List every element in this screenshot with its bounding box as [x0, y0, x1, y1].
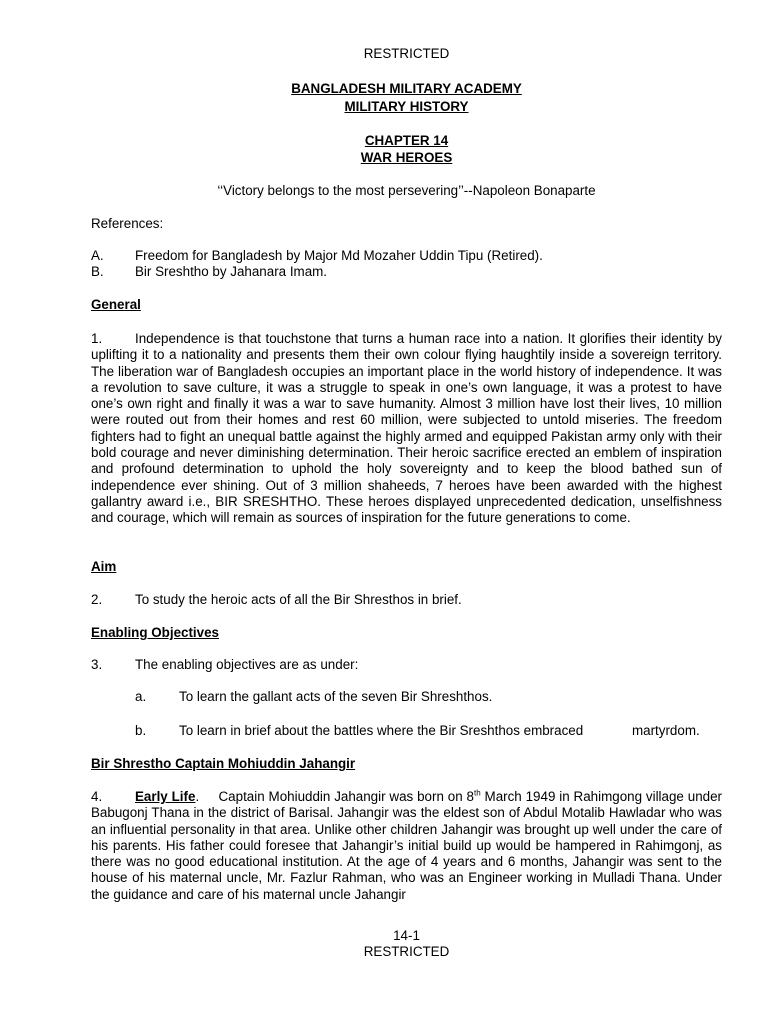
aim-paragraph — [91, 592, 462, 608]
footer-classification: RESTRICTED — [363, 944, 450, 959]
objective-text: To learn in brief about the battles where the Bir Sreshthos embraced — [179, 723, 584, 738]
objective-text: To learn the gallant acts of the seven Bir Shreshthos. — [179, 689, 493, 704]
paragraph-number: 3. — [91, 657, 103, 672]
academy-title: BANGLADESH MILITARY ACADEMY — [291, 81, 522, 96]
paragraph-number: 2. — [91, 592, 103, 607]
objectives-heading: Enabling Objectives — [91, 625, 219, 640]
ordinal-superscript: th — [474, 788, 481, 798]
header-classification: RESTRICTED — [363, 46, 450, 61]
paragraph-number: 1. — [91, 331, 103, 346]
general-heading: General — [91, 297, 141, 312]
paragraph-text: The enabling objectives are as under: — [135, 657, 359, 672]
objective-marker: a. — [135, 689, 147, 704]
reference-item — [91, 264, 327, 280]
chapter-number: CHAPTER 14 — [364, 133, 449, 148]
paragraph-lead: Captain Mohiuddin Jahangir was born on 8 — [218, 789, 474, 804]
section4-heading: Bir Shrestho Captain Mohiuddin Jahangir — [91, 756, 356, 771]
references-heading: References: — [91, 216, 164, 231]
paragraph-text: To study the heroic acts of all the Bir Shresthos in brief. — [135, 592, 462, 607]
general-paragraph — [91, 331, 722, 527]
objective-item — [135, 689, 492, 705]
reference-marker: A. — [91, 248, 104, 263]
early-life-subheading: Early Life — [135, 789, 196, 804]
objectives-paragraph — [91, 657, 358, 673]
early-life-paragraph: 4. Early Life. Captain Mohiuddin Jahangir was born on 8th March 1949 in Rahimgong village under Babugonj Thana in the district of Barisal. Jahangir was the eldest son of Abdul Motalib Hawladar who was an influential personality in that area. Unlike other children Jahangir was brought up well under the care of his parents. His father could foresee that Jahangir’s initial build up would be hampered in Rahimgonj, as there was no good educational institution. At the age of 4 years and 6 months, Jahangir was sent to the house of his maternal uncle, Mr. Fazlur Rahman, who was an Engineer working in Mulladi Thana. Under the guidance and care of his maternal uncle Jahangir — [91, 788, 722, 902]
subject-title: MILITARY HISTORY — [344, 99, 469, 114]
reference-text: Bir Sreshtho by Jahanara Imam. — [135, 264, 328, 279]
reference-marker: B. — [91, 264, 104, 279]
chapter-title: WAR HEROES — [360, 150, 453, 165]
reference-item — [91, 248, 543, 264]
reference-text: Freedom for Bangladesh by Major Md Mozaher Uddin Tipu (Retired). — [135, 248, 543, 263]
footer-page-number: 14-1 — [393, 928, 420, 943]
aim-heading: Aim — [91, 559, 117, 574]
objective-item — [135, 723, 722, 739]
paragraph-text: Independence is that touchstone that turns a human race into a nation. It glorifies their identity by uplifting it to a nationality and presents them their own colour flying haughtily inside a sovereign territory. The liberation war of Bangladesh occupies an important place in the world history of independence. It was a revolution to save culture, it was a struggle to speak in one’s own language, it was a protest to have one’s own right and finally it was a war to save humanity. Almost 3 million have lost their lives, 10 million were routed out from their homes and rest 60 million, were subjected to untold miseries. The freedom fighters had to fight an unequal battle against the highly armed and equipped Pakistan army only with their bold courage and never diminishing determination. Their heroic sacrifice erected an emblem of inspiration and profound determination to uphold the holy sovereignty and to keep the blood bathed sun of independence ever shining. Out of 3 million shaheeds, 7 heroes have been awarded with the highest gallantry award i.e., BIR SRESHTHO. These heroes displayed unprecedented dedication, unselfishness and courage, which will remain as sources of inspiration for the future generations to come. — [91, 331, 722, 526]
paragraph-text: March 1949 in Rahimgong village under Babugonj Thana in the district of Barisal. Jahangir was the eldest son of Abdul Motalib Hawladar who was an influential personality in that area. Unlike other children Jahangir was brought up well under the care of his parents. His father could foresee that Jahangir’s initial build up would be hampered in Rahimgonj, as there was no good educational institution. At the age of 4 years and 6 months, Jahangir was sent to the house of his maternal uncle, Mr. Fazlur Rahman, who was an Engineer working in Mulladi Thana. Under the guidance and care of his maternal uncle Jahangir — [91, 789, 722, 902]
objective-marker: b. — [135, 723, 147, 738]
objective-text-tail: martyrdom. — [632, 723, 700, 738]
paragraph-number: 4. — [91, 789, 103, 804]
epigraph-quote: ‘‘Victory belongs to the most persevering’’--Napoleon Bonaparte — [217, 183, 596, 198]
